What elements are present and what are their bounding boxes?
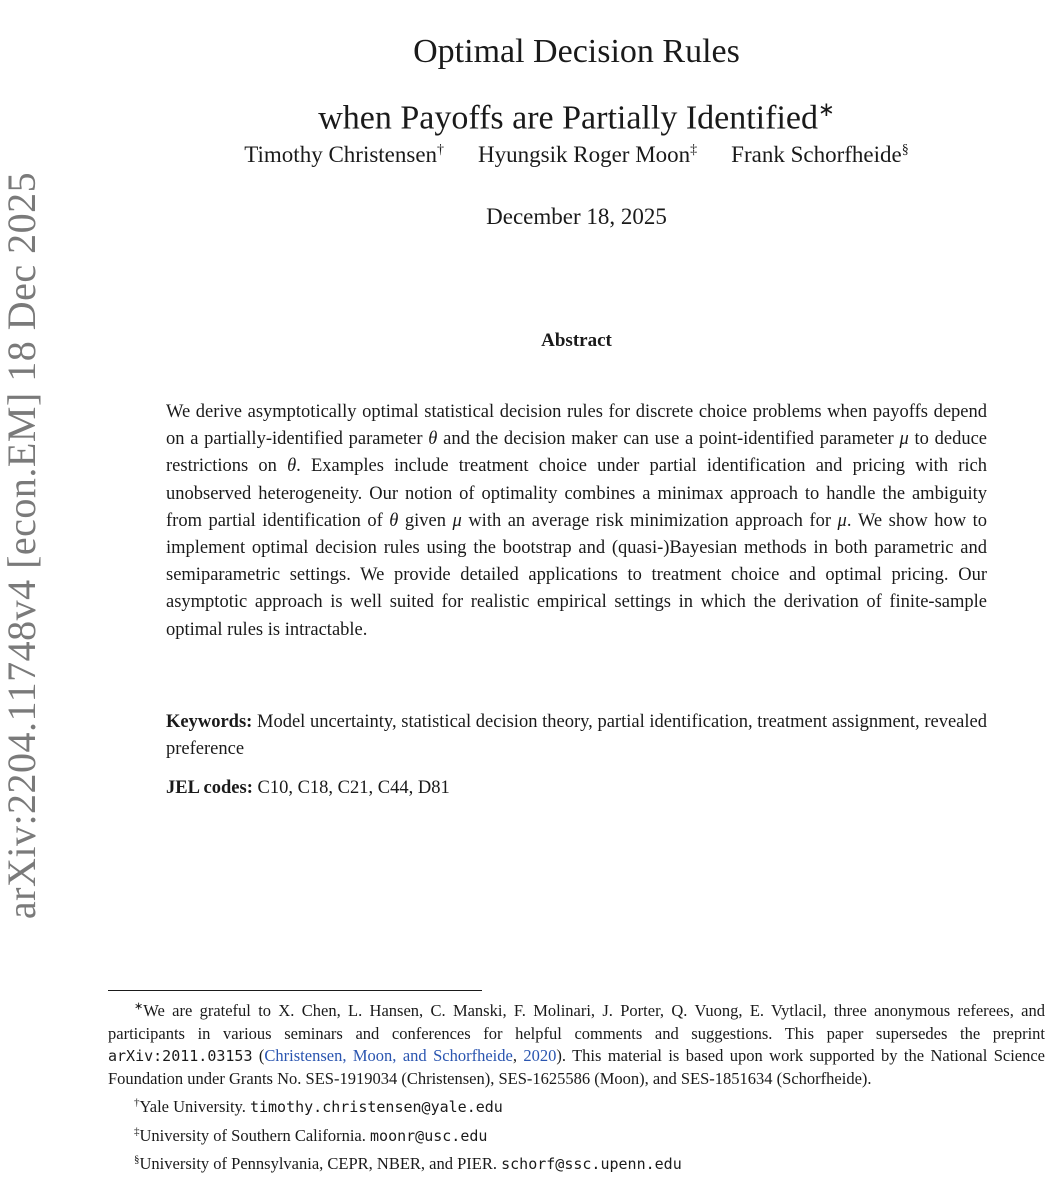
footnote-text: ( [252, 1046, 265, 1065]
arxiv-identifier-sidebar [0, 170, 44, 920]
jel-text: C10, C18, C21, C44, D81 [252, 778, 450, 798]
author-name: Hyungsik Roger Moon [478, 142, 691, 167]
jel-codes [166, 775, 987, 802]
abstract-segment: given [398, 510, 453, 531]
author-name: Frank Schorfheide [731, 142, 902, 167]
citation-link-authors[interactable]: Christensen, Moon, and Schorfheide [264, 1046, 513, 1065]
acknowledgement-footnote [108, 1000, 1045, 1090]
author-name: Timothy Christensen [244, 142, 438, 167]
math-theta: θ [389, 510, 399, 531]
title-footnote-mark: ∗ [818, 98, 835, 121]
footnote-text: We are grateful to X. Chen, L. Hansen, C. Manski, F. Molinari, J. Porter, Q. Vuong, E. Vytlacil, three anonymous referees, and participants in various seminars and conferences for helpful comments and suggestions. This paper supersedes the preprint [108, 1001, 1045, 1043]
publication-date: December 18, 2025 [486, 204, 667, 229]
footnote-divider [108, 990, 482, 991]
author-footnote-mark: ‡ [690, 142, 698, 158]
footnote-mark: ‡ [134, 1125, 140, 1137]
footnote-mark: ∗ [134, 1000, 144, 1013]
footnote-text: ). This material is based upon work supported by the National Science Foundation under Grants No. SES-1919034 (Christensen), SES-1625586 (Moon), and SES-1851634 (Schorfheide). [108, 1046, 1045, 1088]
affiliation-text: University of Southern California. [139, 1125, 371, 1145]
footnotes [108, 1000, 1045, 1176]
preprint-id: arXiv:2011.03153 [108, 1047, 253, 1065]
jel-label: JEL codes: [166, 778, 253, 798]
author [244, 142, 444, 168]
abstract-segment: . Examples include treatment choice under partial identification and pricing with rich unobserved heterogeneity. Our notion of optimality combines a minimax approach to handle the ambiguity from partial identification of [166, 456, 988, 531]
math-theta: θ [287, 456, 297, 477]
author-footnote-mark: § [901, 142, 909, 158]
author [731, 142, 909, 168]
affiliation-footnote [108, 1096, 1045, 1119]
math-mu: μ [452, 510, 462, 531]
abstract-segment: . We show how to implement optimal decision rules using the bootstrap and (quasi-)Bayesian methods in both parametric and semiparametric settings. We provide detailed applications to treatment choice and optimal pricing. Our asymptotic approach is well suited for realistic empirical settings in which the derivation of finite-sample optimal rules is intractable. [166, 510, 987, 640]
arxiv-identifier-text: arXiv:2204.11748v4 [econ.EM] 18 Dec 2025 [0, 171, 45, 919]
footnote-text: , [512, 1046, 524, 1065]
math-mu: μ [899, 429, 909, 450]
abstract-segment: with an average risk minimization approach for [461, 510, 838, 531]
abstract-segment: We derive asymptotically optimal statistical decision rules for discrete choice problems when payoffs depend on a partially-identified parameter [166, 402, 987, 450]
abstract-segment: to deduce restrictions on [166, 429, 987, 477]
citation-link-year[interactable]: 2020 [523, 1046, 557, 1065]
math-theta: θ [428, 429, 438, 450]
keywords-text: Model uncertainty, statistical decision theory, partial identification, treatment assignment, revealed preference [166, 712, 987, 760]
footnote-mark: † [134, 1096, 140, 1109]
abstract-segment: and the decision maker can use a point-identified parameter [437, 429, 900, 450]
affiliation-footnote [108, 1125, 1045, 1148]
affiliation-footnote [108, 1153, 1045, 1176]
title-line-2: when Payoffs are Partially Identified [318, 99, 818, 137]
author-email: schorf@ssc.upenn.edu [501, 1155, 682, 1173]
affiliation-text: University of Pennsylvania, CEPR, NBER, and PIER. [139, 1154, 502, 1173]
paper-title [108, 23, 1045, 147]
author-email: moonr@usc.edu [370, 1126, 488, 1145]
math-mu: μ [837, 510, 847, 531]
footnote-mark: § [134, 1153, 140, 1166]
author-list [108, 142, 1045, 168]
abstract-heading: Abstract [541, 330, 612, 351]
author-email: timothy.christensen@yale.edu [249, 1098, 503, 1116]
keywords-label: Keywords: [166, 712, 253, 732]
author [478, 142, 697, 168]
affiliation-text: Yale University. [139, 1097, 250, 1116]
title-line-1: Optimal Decision Rules [413, 32, 740, 70]
keywords [166, 709, 987, 763]
author-footnote-mark: † [437, 142, 445, 158]
abstract-text [166, 399, 987, 644]
